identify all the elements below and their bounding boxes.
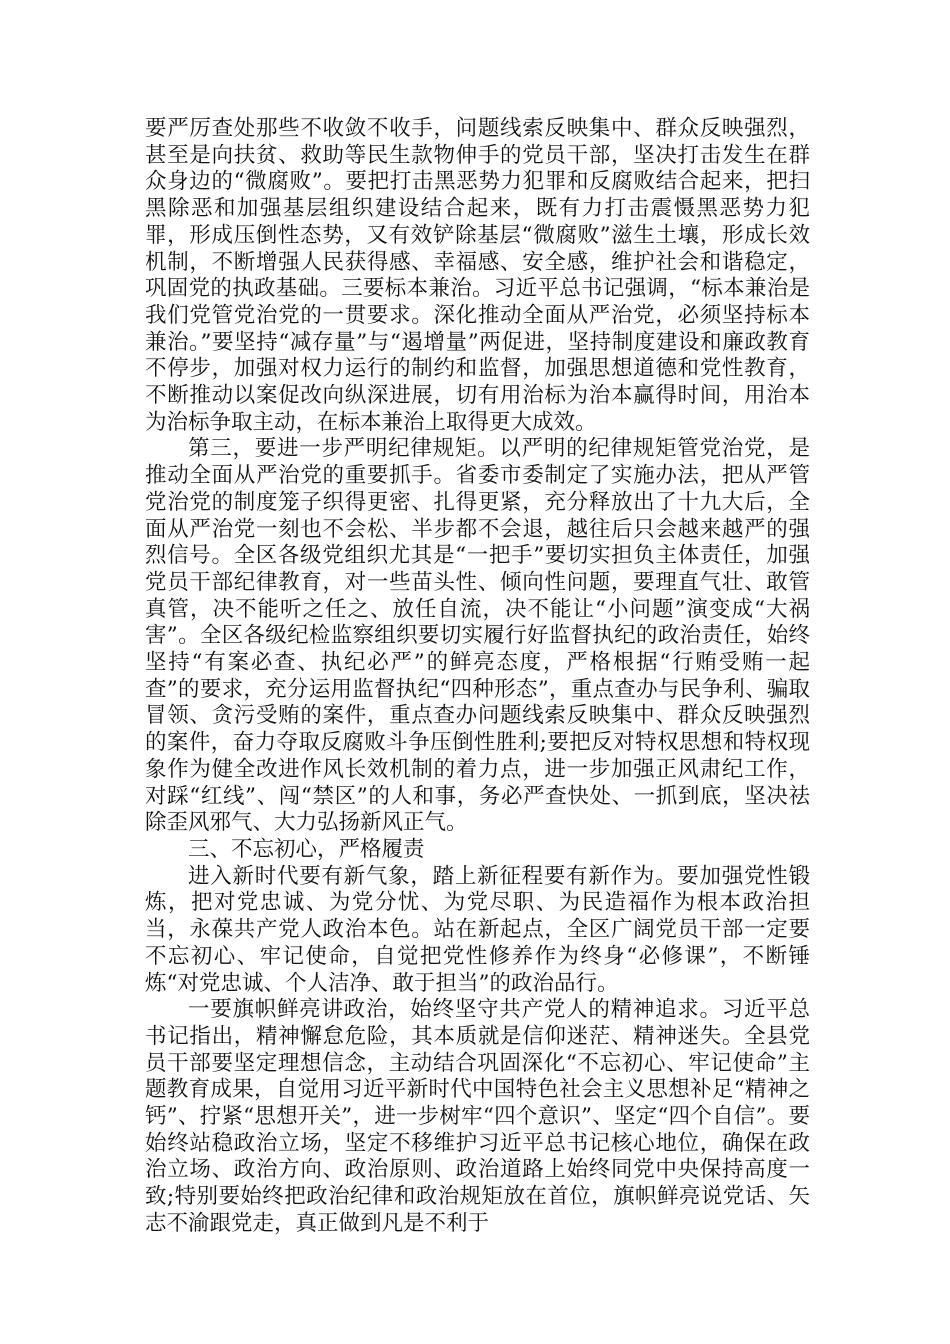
paragraph-politics: 一要旗帜鲜亮讲政治，始终坚守共产党人的精神追求。习近平总书记指出，精神懈怠危险，其本质就是信仰迷茫、精神迷失。全县党员干部要坚定理想信念，主动结合巩固深化“不忘初心、牢记使命”主题教育成果，自觉用习近平新时代中国特色社会主义思想补足“精神之钙”、拧紧“思想开关”，进一步树牢“四个意识”、坚定“四个自信”。要始终站稳政治立场，坚定不移维护习近平总书记核心地位，确保在政治立场、政治方向、政治原则、政治道路上始终同党中央保持高度一致;特别要始终把政治纪律和政治规矩放在首位，旗帜鲜亮说党话、矢志不渝跟党走，真正做到凡是不利于 [145, 997, 810, 1236]
section-heading: 三、不忘初心，严格履责 [188, 836, 425, 862]
document-body [145, 116, 810, 1238]
paragraph-new-era: 进入新时代要有新气象，踏上新征程要有新作为。要加强党性锻炼，把对党忠诚、为党分忧、为党尽职、为民造福作为根本政治担当，永葆共产党人政治本色。站在新起点，全区广阔党员干部一定要不忘初心、牢记使命，自觉把党性修养作为终身“必修课”，不断锤炼“对党忠诚、个人洁净、敢于担当”的政治品行。 [145, 863, 810, 996]
paragraph-third-point: 第三，要进一步严明纪律规矩。以严明的纪律规矩管党治党，是推动全面从严治党的重要抓手。省委市委制定了实施办法，把从严管党治党的制度笼子织得更密、扎得更紧，充分释放出了十九大后，全面从严治党一刻也不会松、半步都不会退，越往后只会越来越严的强烈信号。全区各级党组织尤其是“一把手”要切实担负主体责任，加强党员干部纪律教育，对一些苗头性、倾向性问题，要理直气壮、敢管真管，决不能听之任之、放任自流，决不能让“小问题”演变成“大祸害”。全区各级纪检监察组织要切实履行好监督执纪的政治责任，始终坚持“有案必查、执纪必严”的鲜亮态度，严格根据“行贿受贿一起查”的要求，充分运用监督执纪“四种形态”，重点查办与民争利、骗取冒领、贪污受贿的案件，重点查办问题线索反映集中、群众反映强烈的案件，奋力夺取反腐败斗争压倒性胜利;要把反对特权思想和特权现象作为健全改进作风长效机制的着力点，进一步加强正风肃纪工作，对踩“红线”、闯“禁区”的人和事，务必严查快处、一抓到底，坚决祛除歪风邪气、大力弘扬新风正气。 [145, 436, 810, 836]
paragraph-continuation: 要严厉查处那些不收敛不收手，问题线索反映集中、群众反映强烈，甚至是向扶贫、救助等民生款物伸手的党员干部，坚决打击发生在群众身边的“微腐败”。要把打击黑恶势力犯罪和反腐败结合起来，把扫黑除恶和加强基层组织建设结合起来，既有力打击震慑黑恶势力犯罪，形成压倒性态势，又有效铲除基层“微腐败”滋生土壤，形成长效机制，不断增强人民获得感、幸福感、安全感，维护社会和谐稳定，巩固党的执政基础。三要标本兼治。习近平总书记强调，“标本兼治是我们党管党治党的一贯要求。深化推动全面从严治党，必须坚持标本兼治。”要坚持“减存量”与“遏增量”两促进，坚持制度建设和廉政教育不停步，加强对权力运行的制约和监督，加强思想道德和党性教育，不断推动以案促改向纵深进展，切有用治标为治本赢得时间，用治本为治标争取主动，在标本兼治上取得更大成效。 [145, 116, 810, 435]
